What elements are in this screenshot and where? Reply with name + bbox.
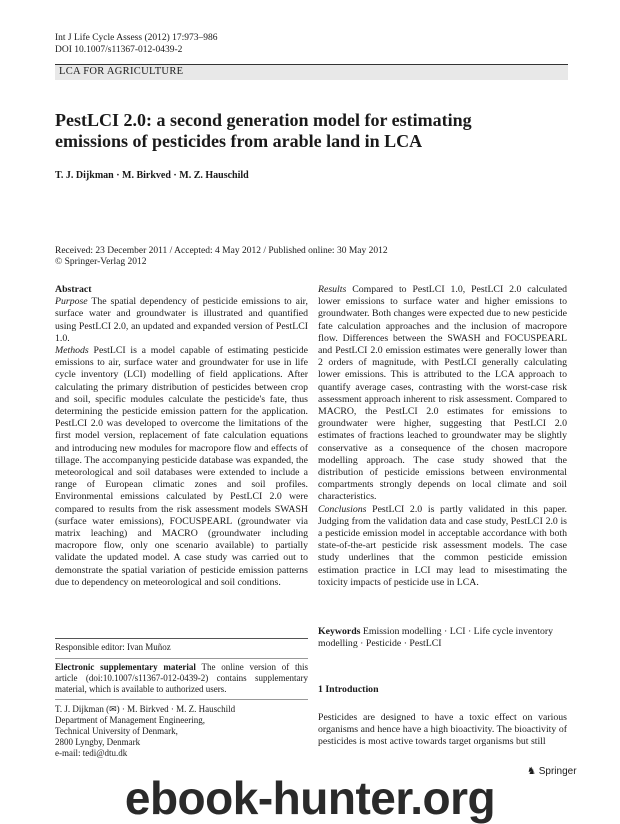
abstract-results (318, 284, 567, 504)
author-list: T. J. Dijkman · M. Birkved · M. Z. Hauschild (55, 170, 249, 181)
abstract-conclusions (318, 504, 567, 589)
abstract-left-column (55, 284, 308, 589)
section-label: LCA FOR AGRICULTURE (59, 66, 184, 77)
results-text: Compared to PestLCI 1.0, PestLCI 2.0 calculated lower emissions to surface water and higher emissions to groundwater. Both changes were expected due to new pesticide fate calculation approaches and the inclusion of macropore flow. Differences between the SWASH and FOCUSPEARL and PestLCI 2.0 emission estimates were generally lower than 2 orders of magnitude, with PestLCI generally calculating lower emissions. This is attributed to the LCA approach to quantify average cases, contrasting with the worst-case risk assessment approach inherent to risk assessment. Compared to MACRO, the PestLCI 2.0 estimates for emissions to groundwater were higher, suggesting that PestLCI 2.0 estimates of fractions leached to groundwater may be slightly conservative as a consequence of the chosen macropore modelling approach. The case study showed that the distribution of pesticide emissions between environmental compartments strongly depends on local climate and soil characteristics. (318, 284, 567, 503)
responsible-editor: Responsible editor: Ivan Muñoz (55, 642, 171, 652)
watermark: ebook-hunter.org (124, 772, 496, 824)
abstract-methods (55, 345, 308, 589)
keywords (318, 626, 567, 650)
springer-horse-icon: ♞ (527, 766, 536, 777)
conclusions-text: PestLCI 2.0 is partly validated in this paper. Judging from the validation data and case study, PestLCI 2.0 is a pesticide emission model in acceptable accordance with both state-of-the-art pesticide risk assessment models. The case study underlines that the common pesticide emission estimation practice in LCI may lead to misestimating the toxicity impacts of pesticide use in LCA. (318, 503, 567, 588)
affiliation-block (55, 704, 308, 759)
purpose-label: Purpose (55, 296, 88, 308)
footnotes (55, 642, 308, 759)
publication-dates (55, 246, 388, 268)
copyright: © Springer-Verlag 2012 (55, 257, 147, 267)
abstract-right-column (318, 284, 567, 589)
supplementary-label: Electronic supplementary material (55, 662, 196, 672)
abstract-purpose (55, 296, 308, 345)
supplementary-note (55, 662, 308, 695)
received-dates: Received: 23 December 2011 / Accepted: 4 May 2012 / Published online: 30 May 2012 (55, 246, 388, 256)
results-label: Results (318, 284, 347, 295)
affiliation-city: 2800 Lyngby, Denmark (55, 737, 141, 747)
introduction-heading: 1 Introduction (318, 684, 379, 695)
abstract-heading: Abstract (55, 284, 92, 295)
doi-line: DOI 10.1007/s11367-012-0439-2 (55, 45, 183, 55)
conclusions-label: Conclusions (318, 503, 367, 515)
affiliation-dept: Department of Management Engineering, (55, 715, 205, 725)
keywords-text: Emission modelling · LCI · Life cycle inventory modelling · Pesticide · PestLCI (318, 626, 554, 650)
author-email[interactable]: e-mail: tedi@dtu.dk (55, 748, 128, 758)
methods-label: Methods (55, 345, 89, 357)
keywords-label: Keywords (318, 626, 361, 637)
introduction-text: Pesticides are designed to have a toxic effect on various organisms and hence have a high bioactivity. The bioactivity of pesticides is most active towards target organisms but still (318, 712, 567, 748)
methods-text: PestLCI is a model capable of estimating pesticide emissions to air, surface water and groundwater for use in life cycle inventory (LCI) modelling of field applications. After calculating the primary distribution of pesticides between crop and soil, specific modules calculate the pesticide's fate, thus determining the pesticide emission pattern for the application. PestLCI 2.0 was developed to overcome the limitations of the first model version, replacement of fate calculation equations and introducing new modules for macropore flow and effects of tillage. The accompanying pesticide database was expanded, the meteorological and soil databases were extended to include a range of European climatic zones and soil profiles. Environmental emissions calculated by PestLCI 2.0 were compared to results from the risk assessment models SWASH (surface water emissions), FOCUSPEARL (groundwater via matrix leaching) and MACRO (groundwater including macropore flow, only one scenario available) to partially validate the updated model. A case study was carried out to demonstrate the spatial variation of pesticide emission patterns due to dependency on meteorological and soil conditions. (55, 345, 308, 588)
purpose-text: The spatial dependency of pesticide emissions to air, surface water and groundwater is illustrated and quantified using PestLCI 2.0, an updated and expanded version of PestLCI 1.0. (55, 296, 308, 344)
journal-citation: Int J Life Cycle Assess (2012) 17:973–986 (55, 33, 218, 43)
footnote-rule (55, 638, 308, 639)
publisher-name: Springer (538, 766, 577, 777)
affiliation-authors: T. J. Dijkman (✉) · M. Birkved · M. Z. Hauschild (55, 704, 236, 714)
affiliation-univ: Technical University of Denmark, (55, 726, 178, 736)
supplementary-text: The online version of this article (doi:10.1007/s11367-012-0439-2) contains supplementary material, which is available to authorized users. (55, 662, 308, 694)
section-banner (55, 64, 568, 80)
paper-title: PestLCI 2.0: a second generation model for estimating emissions of pesticides from arable land in LCA (55, 110, 472, 151)
